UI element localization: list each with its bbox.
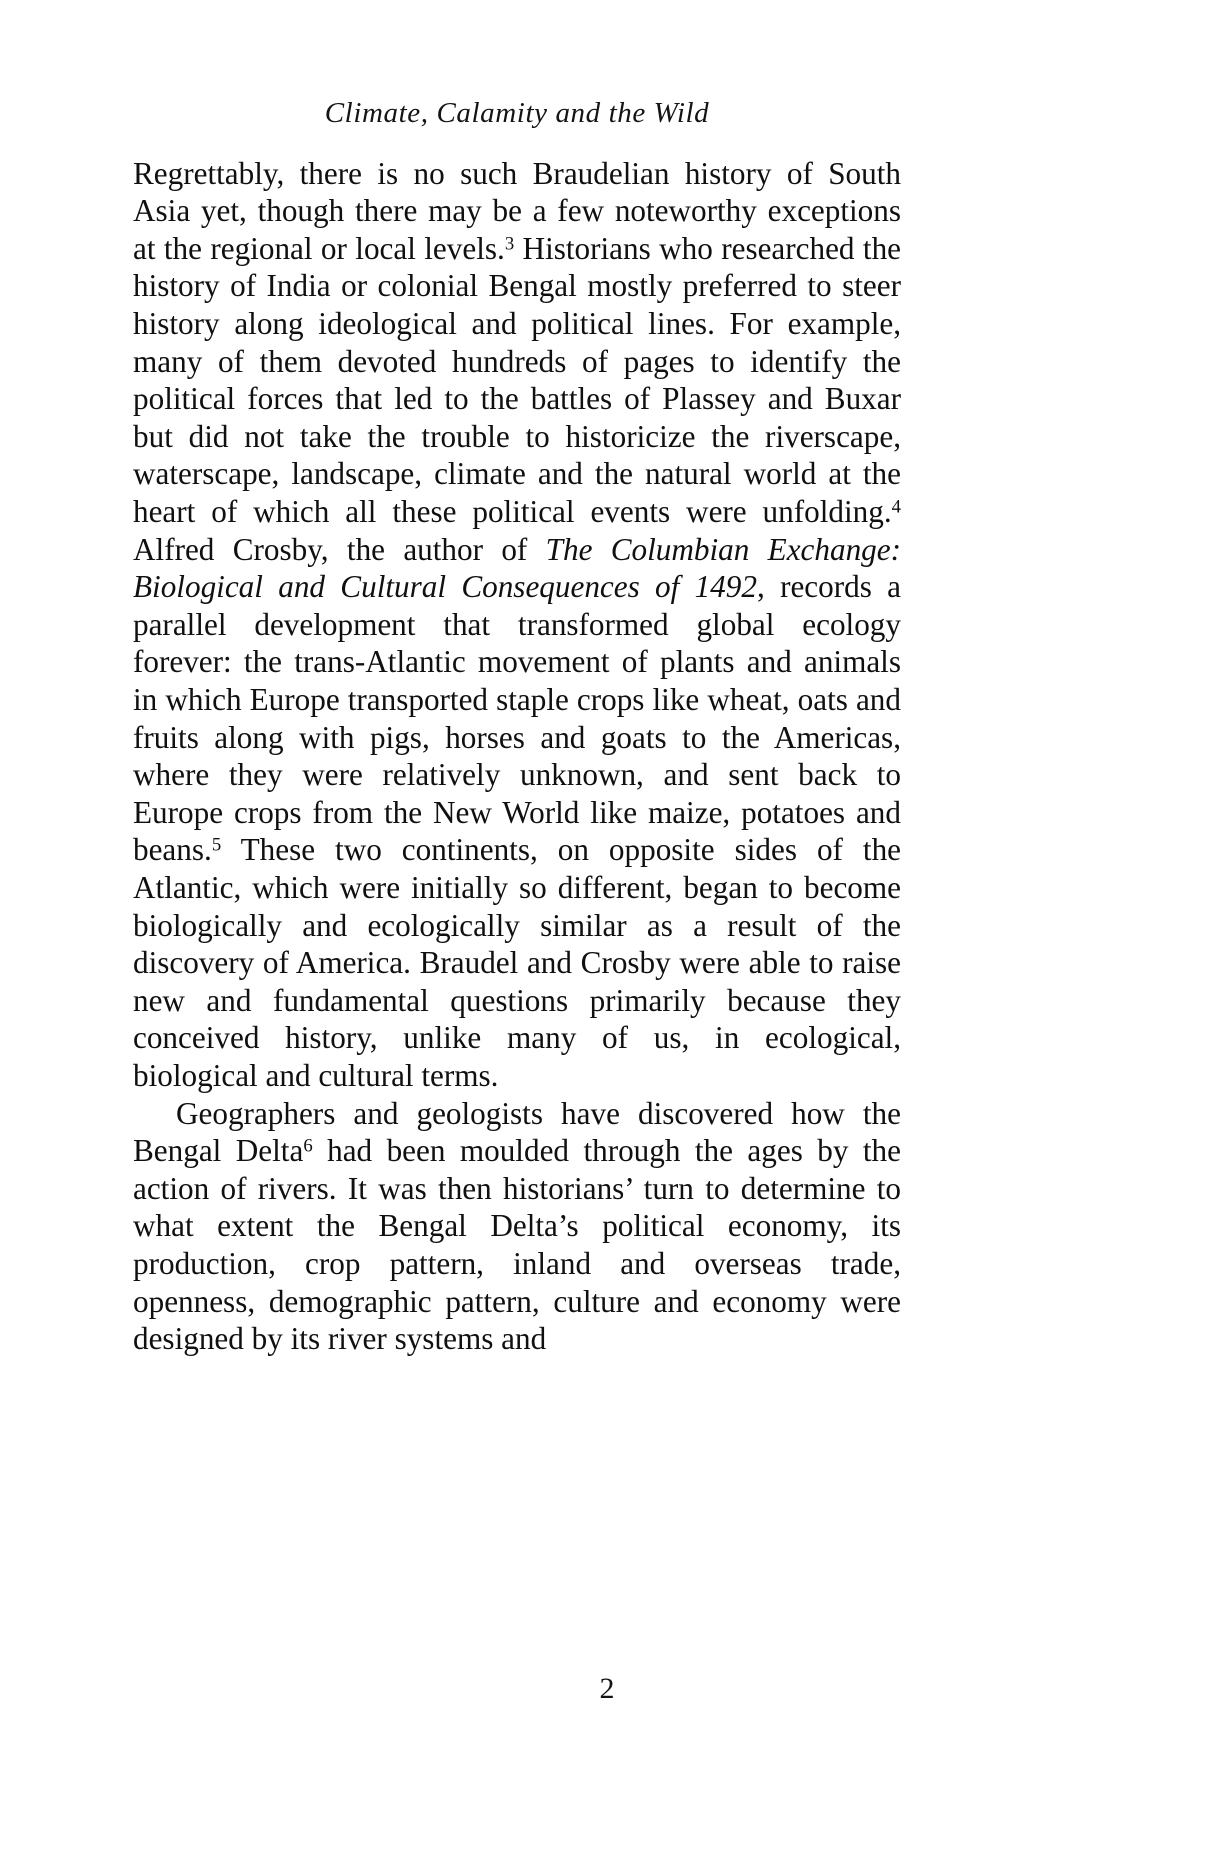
text-run: , records a parallel development that transformed global ecology forever: the trans-Atlantic movement of plants and animals in which Europe transported staple crops like wheat, oats and fruits along with pigs, horses and goats to the Americas, where they were relatively unknown, and sent back to Europe crops from the New World like maize, potatoes and beans.: [133, 569, 901, 868]
footnote-marker[interactable]: 5: [211, 834, 222, 856]
paragraph-1: [133, 155, 901, 1095]
page-number: 2: [599, 1672, 615, 1705]
text-run: had been moulded through the ages by the action of rivers. It was then historians’ turn to determine to what extent the Bengal Delta’s political economy, its production, crop pattern, inland and overseas trade, openness, demographic pattern, culture and economy were designed by its river systems and: [133, 1133, 901, 1357]
text-run: These two continents, on opposite sides of the Atlantic, which were initially so different, began to become biologically and ecologically similar as a result of the discovery of America. Braudel and Crosby were able to raise new and fundamental questions primarily because they conceived history, unlike many of us, in ecological, biological and cultural terms.: [133, 832, 901, 1093]
italic-title: The Columbian Exchange: Biological and Cultural Consequences of 1492: [133, 531, 902, 605]
page-text-block: [133, 95, 901, 1358]
text-run: Historians who researched the history of India or colonial Bengal mostly preferred to steer history along ideological and political lines. For example, many of them devoted hundreds of pages to identify the political forces that led to the battles of Plassey and Buxar but did not take the trouble to historicize the riverscape, waterscape, landscape, climate and the natural world at the heart of which all these political events were unfolding.: [133, 230, 902, 530]
body-text-container: [133, 155, 901, 1358]
text-run: Alfred Crosby, the author of: [133, 531, 546, 567]
text-run: Regrettably, there is no such Braudelian history of South Asia yet, though there may be a few noteworthy exceptions at the regional or local levels.: [133, 155, 901, 266]
running-head: Climate, Calamity and the Wild: [324, 97, 710, 129]
footnote-marker[interactable]: 4: [891, 496, 901, 518]
paragraph-2: [133, 1095, 901, 1358]
footnote-marker[interactable]: 3: [504, 233, 515, 255]
footnote-marker[interactable]: 6: [303, 1135, 313, 1157]
text-run: Geographers and geologists have discovered how the Bengal Delta: [133, 1095, 901, 1169]
